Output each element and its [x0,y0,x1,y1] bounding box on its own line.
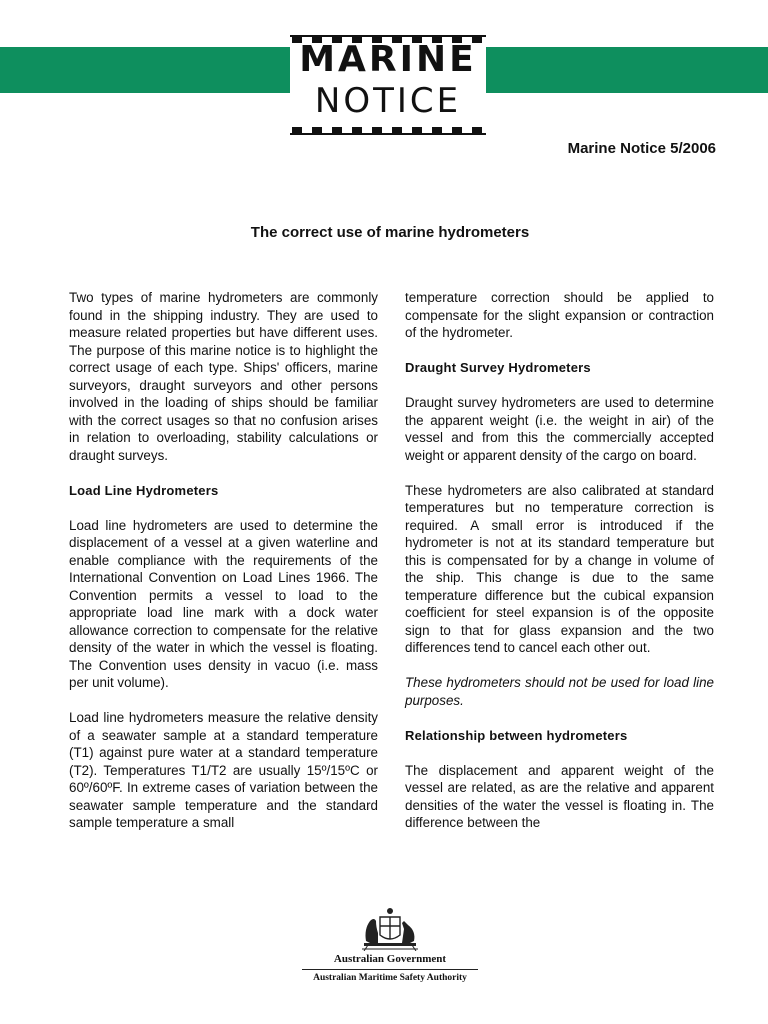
logo-checker-bottom [290,127,486,135]
header-band-left [0,47,290,93]
header-band-right [486,47,768,93]
agency-name: Australian Maritime Safety Authority [313,973,467,983]
text-column-right [405,289,714,849]
text-column-left [69,289,378,849]
marine-notice-logo [290,35,486,135]
notice-number: Marine Notice 5/2006 [567,140,716,157]
paragraph: Two types of marine hydrometers are commonly found in the shipping industry. They are used to measure related properties but have different uses. The purpose of this marine notice is to highlight the correct usage of each type. Ships' officers, marine surveyors, draught surveyors and other persons involved in the loading of ships should be familiar with the correct usages so that no confusion arises in relation to overloading, stability calculations or draught surveys. [69,290,378,463]
paragraph: Draught survey hydrometers are used to determine the apparent weight (i.e. the weight in air) of the vessel and from this the commercially accepted weight or apparent density of the cargo on board. [405,395,714,463]
logo-word-notice: NOTICE [314,81,462,121]
paragraph: temperature correction should be applied to compensate for the slight expansion or contraction of the hydrometer. [405,290,714,340]
coat-of-arms-icon [358,905,422,951]
document-title: The correct use of marine hydrometers [250,224,530,241]
section-heading: Draught Survey Hydrometers [405,360,591,375]
paragraph: The displacement and apparent weight of the vessel are related, as are the relative and apparent densities of the water the vessel is floating in. The difference between the [405,762,714,830]
italic-note [405,674,714,709]
italic-note-text: These hydrometers should not be used for load line purposes. [405,675,714,708]
paragraph: Load line hydrometers measure the relative density of a seawater sample at a standard temperature (T1) against pure water at a standard temperature (T2). Temperatures T1/T2 are usually 15º/15ºC or 60º/60ºF. In extreme cases of variation between the seawater sample temperature and the standard sample temperature a small [69,710,378,830]
government-logo [300,905,480,987]
logo-word-marine: MARINE [299,39,477,80]
section-heading: Load Line Hydrometers [69,482,219,498]
divider [302,969,478,970]
paragraph: These hydrometers are also calibrated at standard temperatures but no temperature correction is required. A small error is introduced if the hydrometer is not at its standard temperature but this is compensated for by a change in volume of the ship. This change is due to the same temperature difference but the cubical expansion coefficient for steel expansion is of the opposite sign to that for glass expansion and the two differences tend to cancel each other out. [405,482,714,655]
government-name: Australian Government [333,953,447,965]
paragraph: Load line hydrometers are used to determine the displacement of a vessel at a given waterline and enable compliance with the requirements of the International Convention on Load Lines 1966. The Convention permits a vessel to load to the appropriate load line mark with a dock water allowance correction to compensate for the relative density of the water in which the vessel is floating. The Convention uses density in vacuo (i.e. mass per unit volume). [69,517,378,690]
section-heading: Relationship between hydrometers [405,727,628,743]
